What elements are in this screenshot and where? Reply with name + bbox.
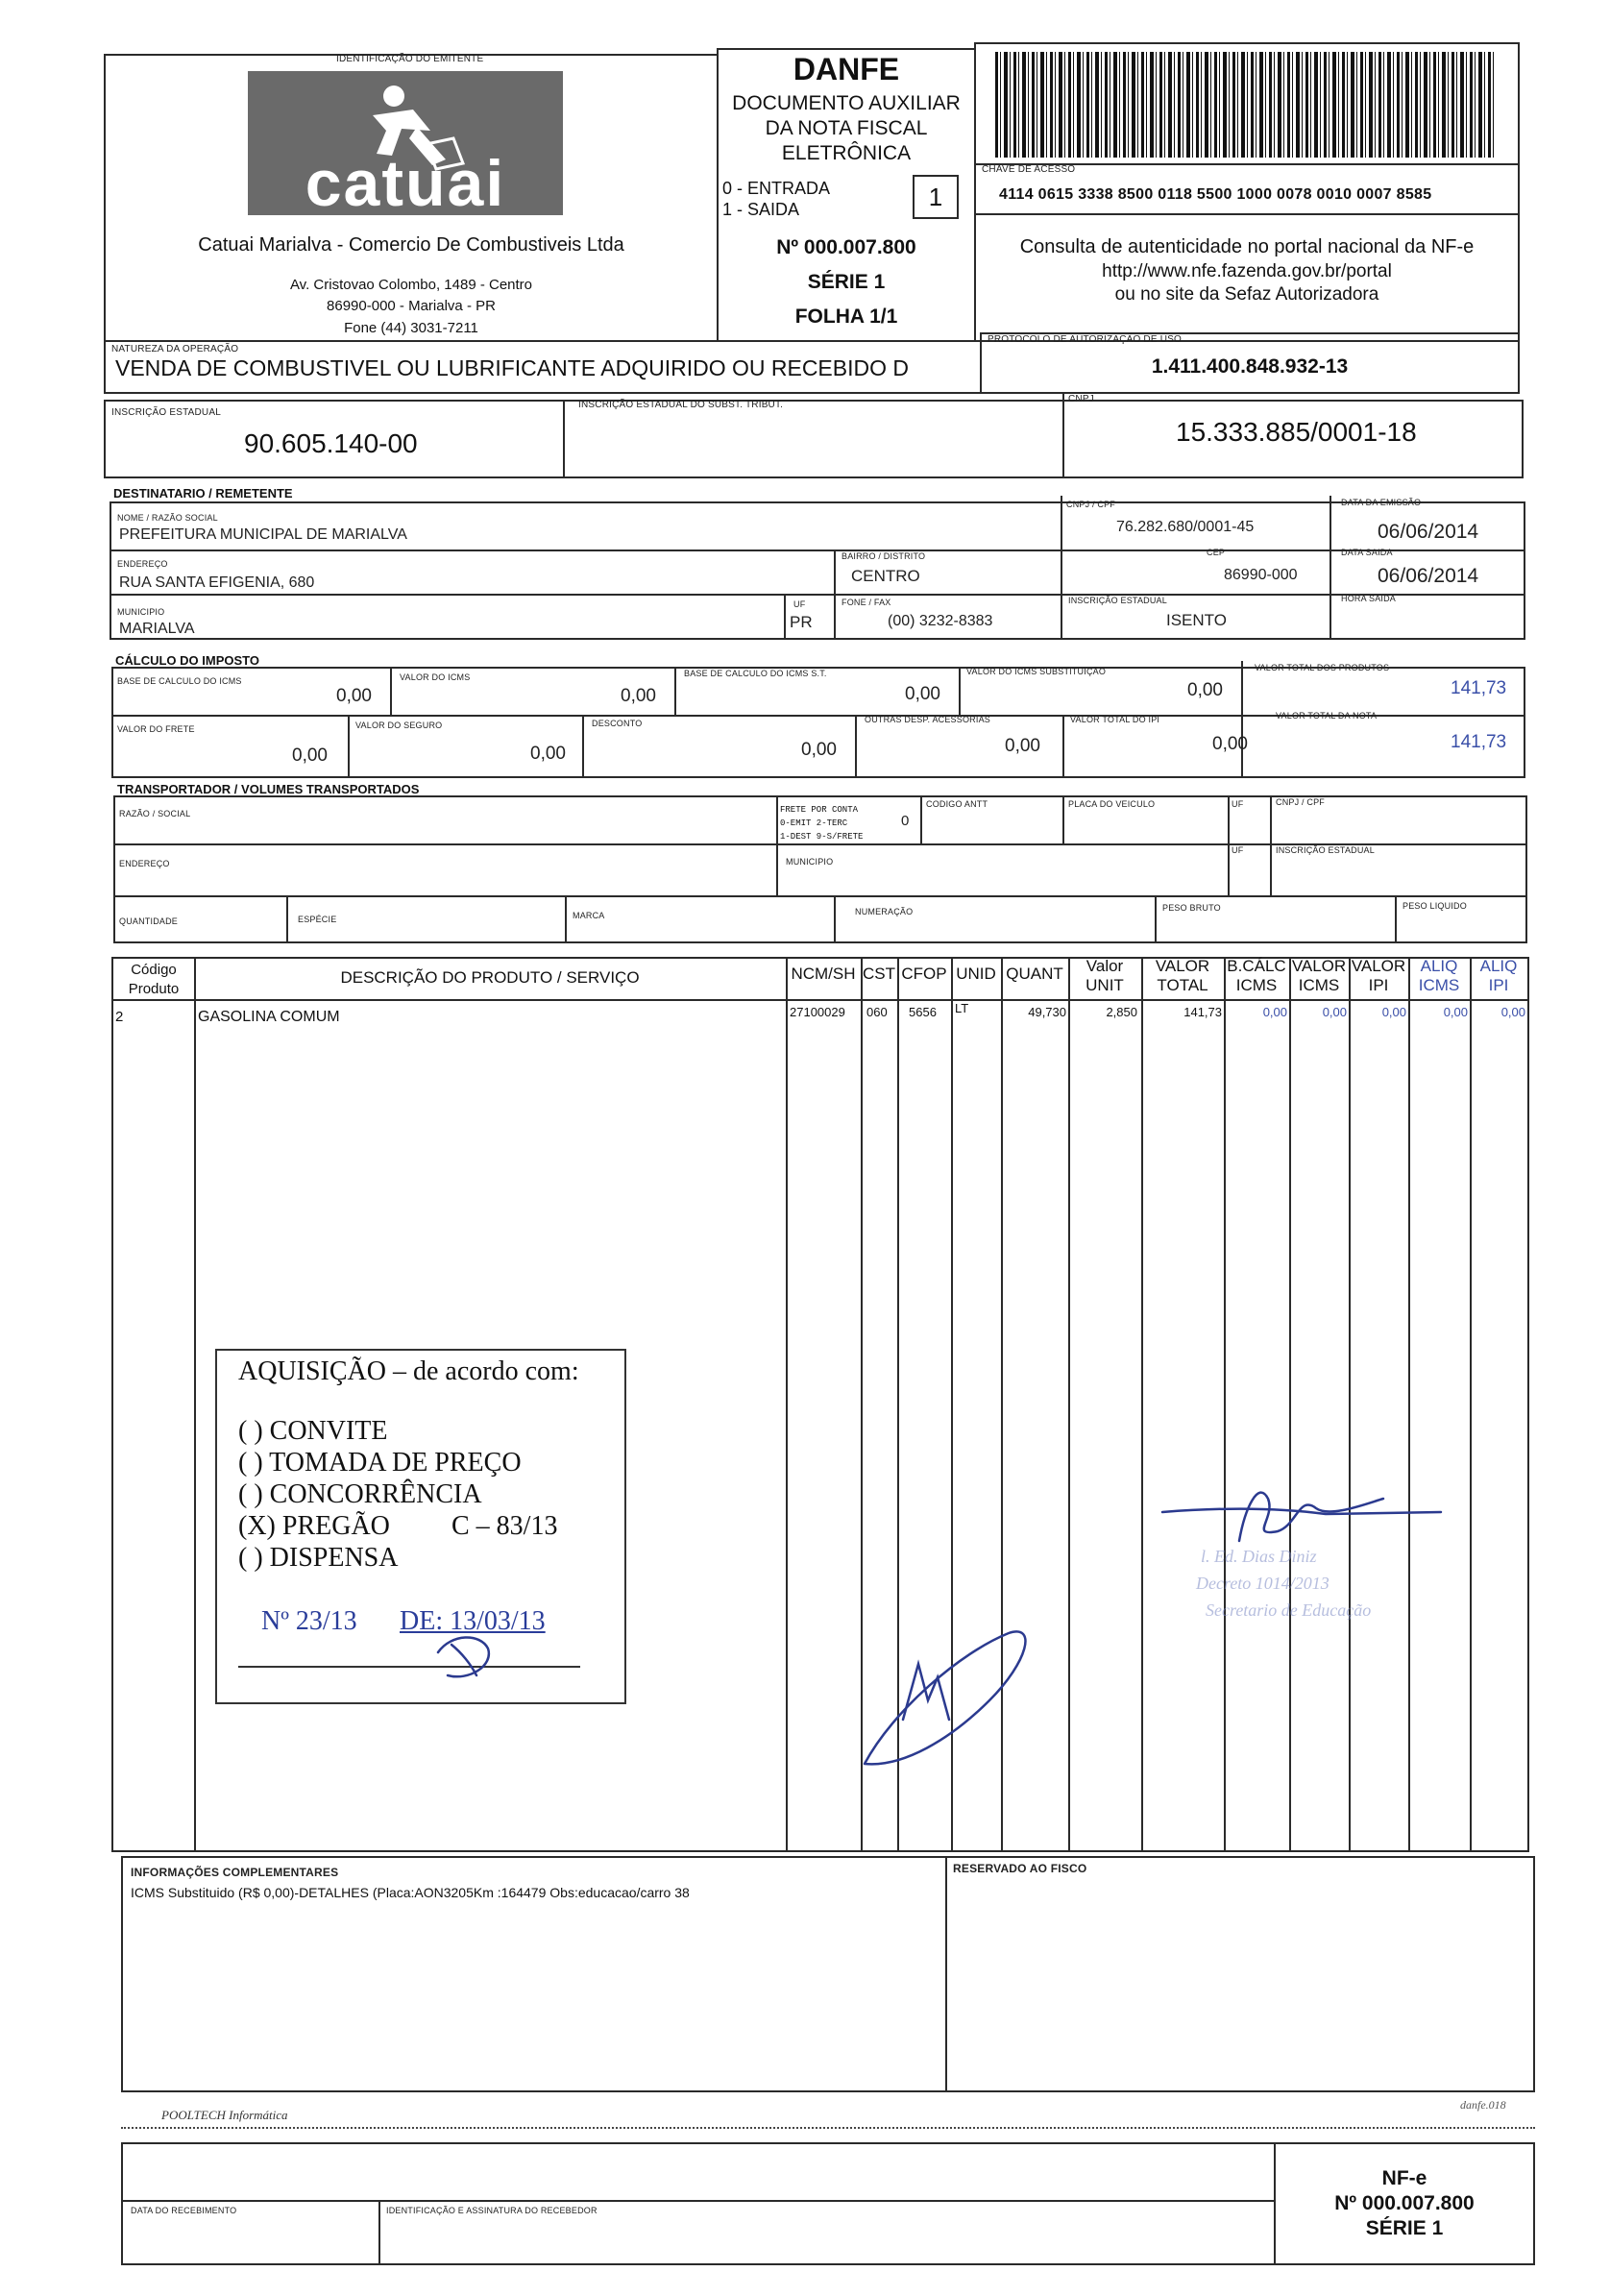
cell-vicms: 0,00 — [1322, 1005, 1347, 1019]
transp-municipio-label: MUNICIPIO — [786, 857, 834, 867]
stamp-numero: Nº 23/13 — [261, 1606, 357, 1636]
ie-st-label: INSCRIÇÃO ESTADUAL DO SUBST. TRIBUT. — [578, 400, 784, 410]
entrada-option: 0 - ENTRADA — [722, 179, 831, 198]
razao-label: RAZÃO / SOCIAL — [119, 809, 191, 818]
danfe-subtitle-1: DOCUMENTO AUXILIAR — [732, 92, 961, 114]
th-vicms: VALOR ICMS — [1291, 957, 1347, 994]
destinatario-section: DESTINATARIO / REMETENTE — [113, 486, 293, 501]
logo-text: catuai — [305, 147, 506, 220]
th-quant: QUANT — [1006, 965, 1063, 983]
frete-value: 0,00 — [292, 745, 328, 766]
danfe-folha: FOLHA 1/1 — [794, 305, 898, 328]
total-nota-value: 141,73 — [1451, 732, 1507, 752]
especie-label: ESPÉCIE — [298, 915, 337, 924]
dest-uf-label: UF — [793, 599, 806, 609]
ie-label: INSCRIÇÃO ESTADUAL — [111, 407, 221, 418]
dest-endereco-value: RUA SANTA EFIGENIA, 680 — [119, 574, 315, 591]
emitente-phone: Fone (44) 3031-7211 — [344, 320, 478, 336]
antt-label: CODIGO ANTT — [926, 799, 988, 809]
svg-text:Decreto 1014/2013: Decreto 1014/2013 — [1196, 1574, 1329, 1593]
info-label: INFORMAÇÕES COMPLEMENTARES — [131, 1866, 339, 1879]
numeracao-label: NUMERAÇÃO — [855, 907, 914, 916]
total-nota-label: VALOR TOTAL DA NOTA — [1276, 711, 1378, 721]
th-unid: UNID — [956, 965, 996, 983]
dest-emissao-label: DATA DA EMISSÃO — [1341, 498, 1422, 507]
cell-bcalc: 0,00 — [1262, 1005, 1287, 1019]
dest-ie-label: INSCRIÇÃO ESTADUAL — [1068, 596, 1167, 605]
desconto-label: DESCONTO — [592, 719, 643, 728]
fisco-label: RESERVADO AO FISCO — [953, 1862, 1087, 1875]
frete-conta-value: 0 — [901, 813, 910, 829]
stamp-dispensa: ( ) DISPENSA — [238, 1543, 399, 1573]
destinatario-box — [110, 501, 1525, 640]
cell-vunit: 2,850 — [1106, 1005, 1137, 1019]
dest-cep-label: CEP — [1207, 548, 1226, 557]
software-credit: POOLTECH Informática — [161, 2108, 288, 2122]
transp-ie-label: INSCRIÇÃO ESTADUAL — [1276, 845, 1375, 855]
transportador-section: TRANSPORTADOR / VOLUMES TRANSPORTADOS — [117, 782, 420, 796]
th-bcalc: B.CÁLC ICMS — [1227, 957, 1286, 994]
desconto-value: 0,00 — [801, 740, 837, 760]
dest-fone-value: (00) 3232-8383 — [888, 613, 993, 629]
dest-ie-value: ISENTO — [1166, 611, 1227, 629]
base-icms-value: 0,00 — [336, 686, 372, 706]
cell-ncm: 27100029 — [790, 1005, 845, 1019]
protocolo-value: 1.411.400.848.932-13 — [1151, 355, 1349, 378]
outras-label: OUTRAS DESP. ACESSORIAS — [865, 715, 990, 724]
imposto-section: CÁLCULO DO IMPOSTO — [115, 653, 259, 668]
stamp-title: AQUISIÇÃO – de acordo com: — [238, 1356, 579, 1386]
outras-value: 0,00 — [1005, 736, 1040, 756]
total-produtos-label: VALOR TOTAL DOS PRODUTOS — [1255, 663, 1390, 672]
cell-aliq-ipi: 0,00 — [1500, 1005, 1525, 1019]
cell-unid: LT — [955, 1001, 969, 1015]
stamp-pregao-ref: C – 83/13 — [451, 1511, 558, 1541]
base-st-value: 0,00 — [905, 684, 940, 704]
frete-conta-2: 0-EMIT 2-TERC — [780, 818, 848, 828]
dest-cnpj-label: CNPJ / CPF — [1066, 500, 1116, 509]
emitente-address-1: Av. Cristovao Colombo, 1489 - Centro — [289, 277, 533, 293]
placa-label: PLACA DO VEICULO — [1068, 799, 1156, 809]
canhoto-numero: Nº 000.007.800 — [1334, 2192, 1475, 2214]
protocolo-label: PROTOCOLO DE AUTORIZAÇÃO DE USO — [988, 334, 1182, 345]
cell-codigo: 2 — [115, 1009, 124, 1025]
danfe-subtitle-2: DA NOTA FISCAL — [765, 117, 928, 139]
transp-uf2-label: UF — [1232, 845, 1244, 855]
dest-cep-value: 86990-000 — [1224, 567, 1298, 583]
natureza-value: VENDA DE COMBUSTIVEL OU LUBRIFICANTE ADQUIRIDO OU RECEBIDO D — [115, 355, 910, 380]
th-aliq-icms: ALIQ ICMS — [1418, 957, 1460, 994]
canhoto-data-label: DATA DO RECEBIMENTO — [131, 2206, 237, 2215]
chave-label: CHAVE DE ACESSO — [982, 164, 1076, 175]
dest-fone-label: FONE / FAX — [842, 598, 891, 607]
frete-conta-1: FRETE POR CONTA — [780, 805, 859, 815]
valor-icms-value: 0,00 — [621, 686, 656, 706]
canhoto-assinatura-label: IDENTIFICAÇÃO E ASSINATURA DO RECEBEDOR — [386, 2206, 598, 2215]
frete-conta-3: 1-DEST 9-S/FRETE — [780, 832, 864, 842]
th-codigo: Código Produto — [128, 962, 180, 997]
transp-endereco-label: ENDEREÇO — [119, 859, 170, 868]
th-descricao: DESCRIÇÃO DO PRODUTO / SERVIÇO — [340, 968, 640, 987]
info-value: ICMS Substituido (R$ 0,00)-DETALHES (Placa:AON3205Km :164479 Obs:educacao/carro 38 — [131, 1885, 690, 1900]
dest-saida-value: 06/06/2014 — [1378, 565, 1479, 587]
chave-value: 4114 0615 3338 8500 0118 5500 1000 0078 0010 0007 8585 — [999, 186, 1432, 203]
dest-hora-label: HORA SAIDA — [1341, 594, 1397, 603]
cnpj-label: CNPJ — [1068, 394, 1094, 404]
canhoto-nfe: NF-e — [1381, 2167, 1427, 2189]
frete-label: VALOR DO FRETE — [117, 724, 195, 734]
canhoto-serie: SÉRIE 1 — [1365, 2217, 1444, 2239]
consulta-line-2: http://www.nfe.fazenda.gov.br/portal — [1102, 261, 1392, 281]
stamp-data: DE: 13/03/13 — [400, 1606, 546, 1636]
acquisition-stamp — [215, 1349, 626, 1704]
th-cfop: CFOP — [901, 965, 947, 983]
th-ncm: NCM/SH — [791, 965, 856, 983]
stamp-pregao: (X) PREGÃO — [238, 1511, 390, 1541]
company-logo — [248, 71, 563, 220]
th-vtotal: VALOR TOTAL — [1155, 957, 1210, 994]
seguro-value: 0,00 — [530, 744, 566, 764]
dest-cnpj-value: 76.282.680/0001-45 — [1116, 519, 1255, 535]
stamp-convite: ( ) CONVITE — [238, 1416, 388, 1446]
cut-line — [121, 2127, 1535, 2129]
cell-cfop: 5656 — [909, 1005, 937, 1019]
svg-text:Secretario de Educação: Secretario de Educação — [1206, 1600, 1372, 1620]
emitente-name: Catuai Marialva - Comercio De Combustiveis Ltda — [198, 234, 624, 256]
barcode — [995, 52, 1495, 158]
cell-cst: 060 — [866, 1005, 888, 1019]
cell-aliq-icms: 0,00 — [1443, 1005, 1468, 1019]
dest-nome-value: PREFEITURA MUNICIPAL DE MARIALVA — [119, 526, 407, 543]
peso-bruto-label: PESO BRUTO — [1162, 903, 1221, 913]
ipi-value: 0,00 — [1212, 734, 1248, 754]
cnpj-value: 15.333.885/0001-18 — [1176, 417, 1417, 447]
cell-descricao: GASOLINA COMUM — [198, 1009, 340, 1025]
seguro-label: VALOR DO SEGURO — [355, 721, 443, 730]
th-cst: CST — [863, 965, 895, 983]
dest-bairro-label: BAIRRO / DISTRITO — [842, 551, 926, 561]
cell-quant: 49,730 — [1028, 1005, 1066, 1019]
cell-vipi: 0,00 — [1381, 1005, 1406, 1019]
th-vipi: VALOR IPI — [1351, 957, 1406, 994]
tipo-box: 1 — [913, 175, 959, 219]
total-produtos-value: 141,73 — [1451, 678, 1507, 698]
dest-saida-label: DATA SAIDA — [1341, 548, 1393, 557]
danfe-title: DANFE — [793, 52, 900, 86]
danfe-numero: Nº 000.007.800 — [776, 236, 916, 258]
consulta-line-1: Consulta de autenticidade no portal nacional da NF-e — [1019, 236, 1475, 257]
saida-option: 1 - SAIDA — [722, 200, 800, 219]
quantidade-label: QUANTIDADE — [119, 916, 179, 926]
valor-icms-label: VALOR DO ICMS — [400, 672, 471, 682]
form-code: danfe.018 — [1460, 2098, 1506, 2112]
cell-vtotal: 141,73 — [1183, 1005, 1222, 1019]
dest-municipio-value: MARIALVA — [119, 621, 195, 637]
dest-bairro-value: CENTRO — [851, 567, 920, 585]
danfe-serie: SÉRIE 1 — [807, 271, 886, 293]
base-st-label: BASE DE CALCULO DO ICMS S.T. — [684, 669, 827, 678]
ipi-label: VALOR TOTAL DO IPI — [1070, 715, 1160, 724]
th-aliq-ipi: ALIQ IPI — [1479, 957, 1518, 994]
stamp-concorrencia: ( ) CONCORRÊNCIA — [238, 1479, 482, 1509]
transp-uf-label: UF — [1232, 799, 1244, 809]
emitente-address-2: 86990-000 - Marialva - PR — [327, 298, 496, 314]
natureza-label: NATUREZA DA OPERAÇÃO — [111, 344, 239, 354]
valor-st-label: VALOR DO ICMS SUBSTITUIÇÃO — [966, 667, 1107, 676]
dest-uf-value: PR — [790, 613, 813, 631]
emitente-section-label: IDENTIFICAÇÃO DO EMITENTE — [336, 54, 484, 64]
dest-emissao-value: 06/06/2014 — [1378, 521, 1479, 543]
ie-value: 90.605.140-00 — [244, 428, 418, 458]
dest-endereco-label: ENDEREÇO — [117, 559, 168, 569]
transp-cnpj-label: CNPJ / CPF — [1276, 797, 1326, 807]
valor-st-value: 0,00 — [1187, 680, 1223, 700]
dest-municipio-label: MUNICIPIO — [117, 607, 165, 617]
th-vunit: Valor UNIT — [1086, 957, 1124, 994]
peso-liquido-label: PESO LIQUIDO — [1403, 901, 1467, 911]
stamp-tomada: ( ) TOMADA DE PREÇO — [238, 1448, 522, 1478]
dest-nome-label: NOME / RAZÃO SOCIAL — [117, 513, 218, 523]
consulta-line-3: ou no site da Sefaz Autorizadora — [1114, 284, 1379, 305]
svg-text:l. Ed. Dias Diniz: l. Ed. Dias Diniz — [1201, 1547, 1317, 1566]
danfe-subtitle-3: ELETRÔNICA — [781, 142, 912, 164]
marca-label: MARCA — [573, 911, 605, 920]
base-icms-label: BASE DE CALCULO DO ICMS — [117, 676, 242, 686]
